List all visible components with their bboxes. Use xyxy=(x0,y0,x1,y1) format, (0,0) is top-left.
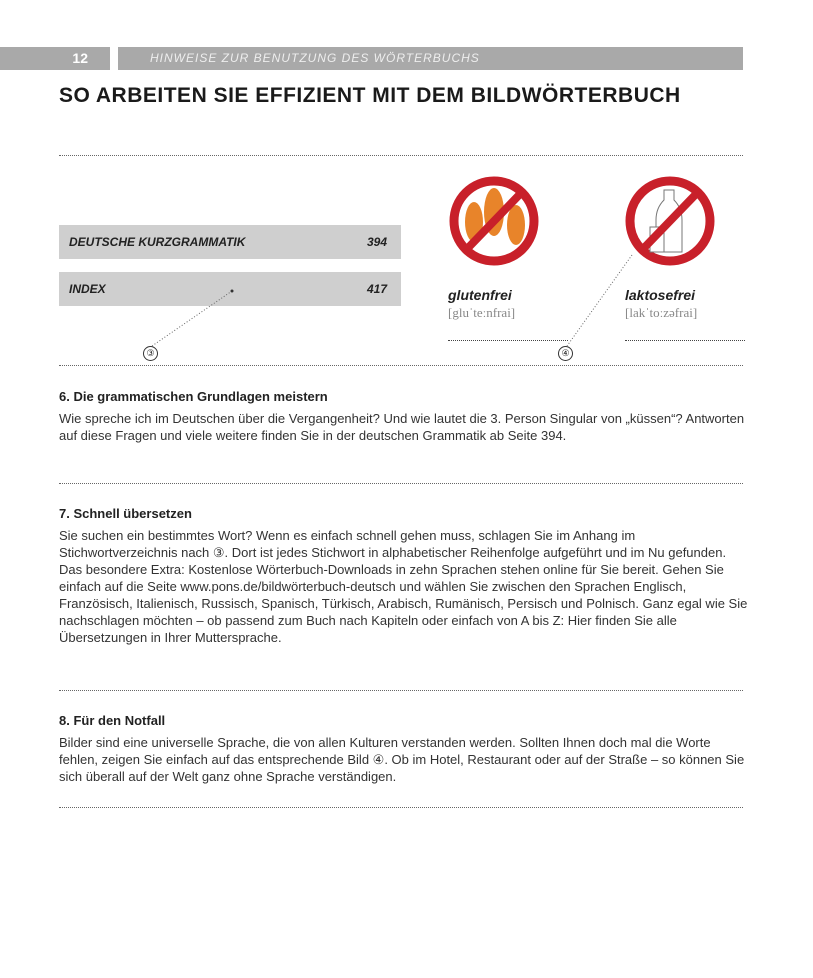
toc-page: 394 xyxy=(366,235,387,249)
phonetic: [lakˈtoːzəfrai] xyxy=(625,305,698,320)
page-number: 12 xyxy=(0,47,110,70)
paragraph: Wie spreche ich im Deutschen über die Vergangenheit? Und wie lautet die 3. Person Singular von „küssen“? Antworten auf diese Fragen und viele weitere finden Sie in der deutschen Grammatik ab Seite 394. xyxy=(59,411,745,443)
section-7 xyxy=(59,506,749,646)
gluten-free-icon xyxy=(454,181,534,261)
phonetic: [gluˈteːnfrai] xyxy=(448,305,516,320)
lactose-free-icon xyxy=(630,181,710,261)
section-heading: 7. Schnell übersetzen xyxy=(59,506,192,521)
running-title: HINWEISE ZUR BENUTZUNG DES WÖRTERBUCHS xyxy=(150,51,480,65)
toc-label: INDEX xyxy=(69,282,106,296)
callout-4: ④ xyxy=(558,346,573,361)
callout-3: ③ xyxy=(143,346,158,361)
word-laktosefrei: laktosefrei xyxy=(625,287,696,303)
word-glutenfrei: glutenfrei xyxy=(448,287,512,303)
page-title: SO ARBEITEN SIE EFFIZIENT MIT DEM BILDWÖRTERBUCH xyxy=(59,84,681,107)
writing-line xyxy=(448,340,568,341)
section-heading: 8. Für den Notfall xyxy=(59,713,166,728)
divider xyxy=(59,365,743,366)
section-8 xyxy=(59,713,749,785)
section-heading: 6. Die grammatischen Grundlagen meistern xyxy=(59,389,328,404)
divider xyxy=(59,690,743,691)
paragraph: Sie suchen ein bestimmtes Wort? Wenn es einfach schnell gehen muss, schlagen Sie im Anhang im Stichwortverzeichnis nach ③. Dort ist jedes Stichwort in alphabetischer Reihenfolge aufgeführt und im Nu gefunden. xyxy=(59,528,727,560)
section-6 xyxy=(59,389,749,444)
paragraph: Bilder sind eine universelle Sprache, die von allen Kulturen verstanden werden. Sollten Ihnen doch mal die Worte fehlen, zeigen Sie einfach auf das entsprechende Bild ④. Ob im Hotel, Restaurant oder auf der Straße – so können Sie sich überall auf der Welt ganz ohne Sprache verständigen. xyxy=(59,735,745,784)
toc-page: 417 xyxy=(366,282,387,296)
divider xyxy=(59,807,743,808)
paragraph: Das besondere Extra: Kostenlose Wörterbuch-Downloads in zehn Sprachen stehen online für Sie bereit. Gehen Sie einfach auf die Seite www.pons.de/bildwörterbuch-deutsch und wählen Sie zwischen den Sprachen Englisch, Französisch, Italienisch, Russisch, Spanisch, Türkisch, Arabisch, Rumänisch, Persisch und Polnisch. Ganz egal wie Sie nachschlagen möchten – ob passend zum Buch nach Kapiteln oder einfach von A bis Z: Hier finden Sie alle Übersetzungen in Ihrer Muttersprache. xyxy=(59,562,748,645)
writing-line xyxy=(625,340,745,341)
divider xyxy=(59,483,743,484)
toc-label: DEUTSCHE KURZGRAMMATIK xyxy=(69,235,246,249)
